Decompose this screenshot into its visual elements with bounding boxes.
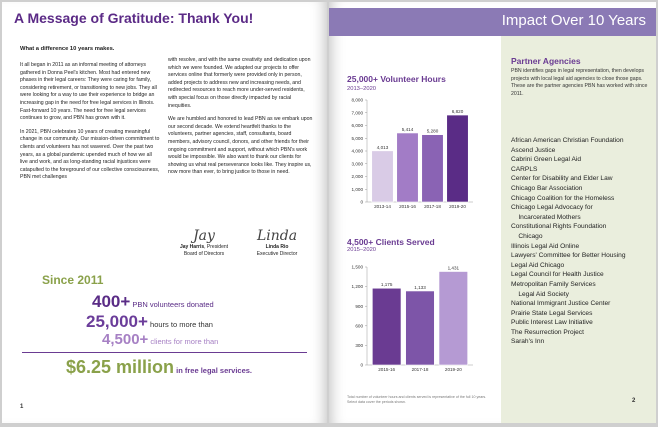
header-banner	[329, 8, 656, 36]
stat-label: clients for more than	[148, 337, 219, 346]
agency-list-item: National Immigrant Justice Center	[511, 300, 611, 308]
since-heading: Since 2011	[42, 273, 104, 287]
bar-value-label: 5,280	[426, 128, 439, 134]
signature-president	[164, 228, 244, 257]
agency-list-item: Legal Aid Chicago	[511, 261, 565, 269]
agency-list-item: The Resurrection Project	[511, 328, 584, 336]
signer-role: , President	[204, 244, 229, 250]
clients-served-chart	[341, 259, 501, 377]
chart-title: 25,000+ Volunteer Hours	[347, 74, 446, 84]
divider	[22, 352, 307, 353]
banner-title: Impact Over 10 Years	[501, 12, 646, 29]
page-number: 1	[20, 404, 24, 410]
letter-paragraph: In 2021, PBN celebrates 10 years of creating meaningful change in our community. Our mission-driven commitment to clients and volunteers has not wavered. Over the past two years, as a global pandemic upended much of how we all live and work, and as long-standing racial injustices were catapulted to the foreground of our collective consciousness, PBN met challenges	[20, 128, 160, 181]
agency-list-item: Sarah's Inn	[511, 338, 545, 346]
handwritten-signature: Linda	[256, 228, 298, 244]
y-tick-label: 1,000	[351, 186, 363, 192]
x-tick-label: 2015-16	[399, 204, 416, 209]
bar	[406, 291, 435, 365]
agency-list-item: Constitutional Rights Foundation	[511, 223, 607, 231]
agency-list-item: Chicago	[511, 232, 543, 240]
y-tick-label: 600	[355, 323, 363, 329]
stat-volunteers	[92, 292, 214, 312]
bar-value-label: 1,175	[380, 282, 393, 288]
y-tick-label: 300	[355, 343, 363, 348]
partner-agencies-sidebar	[501, 36, 656, 423]
right-page	[329, 2, 656, 423]
sidebar-intro: PBN identifies gaps in legal representation, then develops projects with local legal aid agencies to close those gaps. These are the partner agencies PBN has worked with since 2011.	[511, 68, 648, 97]
y-tick-label: 0	[360, 362, 363, 368]
x-tick-label: 2017-18	[411, 367, 429, 372]
y-tick-label: 3,000	[351, 161, 363, 167]
y-tick-label: 6,000	[351, 123, 363, 129]
stat-value-services	[66, 357, 252, 378]
agency-list-item: Public Interest Law Initiative	[511, 319, 593, 327]
chart-subtitle: 2013–2020	[347, 86, 377, 92]
y-tick-label: 5,000	[351, 135, 363, 141]
volunteer-hours-chart	[341, 92, 501, 214]
y-tick-label: 1,200	[351, 284, 363, 290]
page-number: 2	[632, 398, 636, 404]
y-tick-label: 1,500	[351, 264, 363, 270]
signer-org: Board of Directors	[183, 250, 225, 257]
x-tick-label: 2015-16	[378, 367, 396, 372]
signer-role: Executive Director	[256, 250, 298, 257]
bar-value-label: 5,414	[401, 126, 414, 132]
bar	[372, 288, 401, 365]
bar-value-label: 1,133	[414, 284, 426, 290]
agency-list-item: Prairie State Legal Services	[511, 309, 593, 317]
agency-list	[511, 136, 651, 347]
bar	[422, 135, 444, 202]
y-tick-label: 4,000	[351, 148, 363, 154]
bar	[397, 133, 419, 202]
stat-label: in free legal services.	[174, 366, 253, 375]
agency-list-item: Chicago Coalition for the Homeless	[511, 194, 615, 202]
stat-value: 4,500+	[102, 331, 149, 348]
agency-list-item: CARPLS	[511, 165, 538, 173]
letter-column-2	[168, 57, 313, 183]
x-tick-label: 2019-20	[444, 367, 462, 372]
bar-value-label: 4,013	[376, 144, 389, 150]
x-tick-label: 2017-18	[424, 204, 441, 209]
left-page	[2, 2, 327, 423]
signer-name: Jay Harris	[179, 244, 205, 250]
agency-list-item: Illinois Legal Aid Online	[511, 242, 580, 250]
agency-list-item: Legal Council for Health Justice	[511, 271, 604, 279]
x-tick-label: 2019-20	[449, 204, 466, 209]
agency-list-item: Ascend Justice	[511, 146, 556, 154]
agency-list-item: Cabrini Green Legal Aid	[511, 156, 582, 164]
letter-paragraph: We are humbled and honored to lead PBN as we embark upon our second decade. We extend heartfelt thanks to the volunteers, partner agencies, staff, consultants, board members, advisory council, donors, and other friends for their ongoing commitment and support, without which PBN's work would be impossible. We also want to thank our clients for showing us what real perseverance looks like. They inspire us, now more than ever, to bring justice to those in need.	[168, 116, 313, 176]
intro-subtitle: What a difference 10 years makes.	[20, 46, 115, 52]
agency-list-item: Center for Disability and Elder Law	[511, 175, 613, 183]
bar	[447, 115, 469, 202]
bar-value-label: 1,431	[447, 265, 460, 271]
letter-column-1	[20, 62, 160, 188]
chart-footnote: Total number of volunteer hours and clients served is representative of the full 10 years. Select data cover the periods shown.	[347, 395, 487, 404]
stat-value: 400+	[92, 292, 131, 311]
letter-paragraph: with resolve, and with the same creativity and dedication upon which we were founded. We adapted our projects to offer services online that formerly were provided only in person, added projects to address new and increasing needs, and redirected resources to reach more under-served residents, with special focus on those directly impacted by racial inequities.	[168, 57, 311, 109]
stat-value: $6.25 million	[66, 357, 175, 377]
bar	[372, 151, 394, 202]
stat-hours	[86, 312, 213, 332]
handwritten-signature: Jay	[193, 228, 215, 244]
x-tick-label: 2013-14	[374, 204, 391, 209]
signature-director	[242, 228, 312, 257]
page-title: A Message of Gratitude: Thank You!	[14, 10, 254, 26]
stat-label: hours to more than	[147, 320, 213, 329]
chart-subtitle: 2015–2020	[347, 247, 377, 253]
bar	[439, 272, 468, 365]
agency-list-item: Incarcerated Mothers	[511, 213, 581, 221]
y-tick-label: 2,000	[351, 174, 363, 180]
y-tick-label: 8,000	[351, 97, 363, 103]
letter-paragraph: It all began in 2011 as an informal meeting of attorneys gathered in Donna Peel's kitchen. Most had entered new phases in their legal careers: They were caring for family, considering retirement, or transitioning to new jobs. They all were looking for a way to use their experience to bridge an increasing gap in the need for free legal services in Illinois. Fast-forward 10 years. The need for free legal services continues to grow, and PBN has grown with it.	[20, 62, 157, 122]
y-tick-label: 0	[360, 199, 363, 205]
agency-list-item: Lawyers' Committee for Better Housing	[511, 252, 626, 260]
agency-list-item: Chicago Bar Association	[511, 184, 583, 192]
y-tick-label: 900	[355, 303, 363, 309]
chart-title: 4,500+ Clients Served	[347, 237, 435, 247]
sidebar-heading: Partner Agencies	[511, 56, 581, 66]
stat-clients	[102, 331, 218, 349]
agency-list-item: African American Christian Foundation	[511, 137, 624, 144]
agency-list-item: Chicago Legal Advocacy for	[511, 204, 593, 212]
stat-label: PBN volunteers donated	[130, 300, 214, 309]
y-tick-label: 7,000	[351, 110, 363, 116]
bar-value-label: 6,820	[451, 109, 464, 115]
signer-name: Linda Rio	[265, 244, 289, 250]
stat-value: 25,000+	[86, 312, 148, 331]
agency-list-item: Legal Aid Society	[511, 290, 569, 298]
agency-list-item: Metropolitan Family Services	[511, 280, 596, 288]
